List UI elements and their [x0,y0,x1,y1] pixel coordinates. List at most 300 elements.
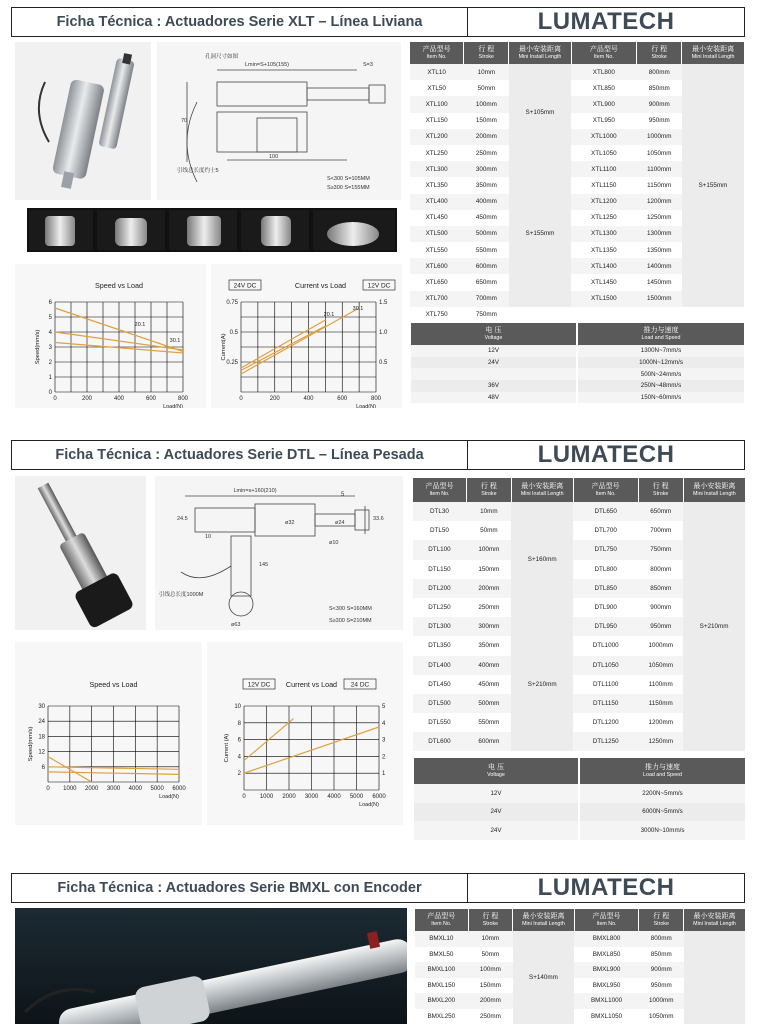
dtl-dim-63: ø63 [231,622,241,628]
spec-cell: 650mm [464,274,509,290]
spec-cell: 1450mm [637,274,682,290]
spec-cell: 200mm [466,579,511,598]
chart-title: Speed vs Load [89,680,138,689]
spec-cell: 600mm [464,258,509,274]
data-annotation: 30.1 [352,306,364,312]
spec-cell: 950mm [638,617,683,636]
y-tick-label: 12 [38,749,45,756]
spec-cell: 550mm [464,242,509,258]
x-tick-label: 2000 [282,794,296,800]
spec-header-cell: 最小安装距离 Mini Install Length [511,478,573,502]
xlt-technical-drawing [157,42,401,200]
spec-cell: 350mm [466,636,511,655]
xlt-speed-vs-load-chart [15,264,206,408]
spec-cell: BMXL250 [415,1009,469,1024]
y2-tick-label: 5 [382,704,386,710]
spec-cell: BMXL800 [574,931,639,947]
dtl-dim-10: 10 [205,534,212,540]
xlt-dim-top: Lmin=S+105(155) [244,62,290,68]
spec-header-cell: 最小安装距离 Mini Install Length [684,909,745,931]
series-line [241,308,359,374]
chart-title: Current vs Load [285,680,338,689]
chart-title: Speed vs Load [95,281,143,290]
x-tick-label: 1000 [63,786,77,792]
spec-cell: S+155mm [682,64,744,307]
spec-cell: 10mm [468,931,513,947]
spec-header-cell: 最小安装距离 Mini Install Length [682,42,744,64]
y2-tick-label: 1.0 [379,330,388,336]
spec-cell: 100mm [466,540,511,559]
spec-cell: DTL350 [413,636,467,655]
spec-cell: XTL1000 [571,129,637,145]
spec-header-cell: 产品型号 Item No. [410,42,464,64]
voltage-header-cell: 推力与速度 Load and Speed [579,758,745,784]
spec-header-cell: 产品型号 Item No. [413,478,467,502]
spec-cell: XTL700 [410,291,464,307]
x-tick-label: 1000 [259,794,274,800]
spec-cell: DTL850 [573,579,638,598]
spec-cell: 800mm [639,931,684,947]
spec-cell: 1400mm [637,258,682,274]
y-tick-label: 18 [38,734,45,741]
spec-cell: 10mm [466,502,511,521]
spec-header-cell: 行 程 Stroke [464,42,509,64]
spec-cell: XTL1350 [571,242,637,258]
spec-cell: XTL900 [571,96,637,112]
spec-cell: DTL800 [573,560,638,579]
voltage-cell: 24V [413,803,579,822]
xlt-speed-chart-panel [15,264,206,408]
spec-cell [684,931,745,1024]
table-row [413,502,746,521]
y-tick-label: 10 [234,704,241,710]
table-row [410,368,744,380]
spec-cell: DTL30 [413,502,467,521]
spec-cell: DTL1200 [573,713,638,732]
spec-cell: 700mm [464,291,509,307]
x-tick-label: 800 [370,396,382,402]
xlt-hole-label: 孔洞尺寸如图 [205,54,239,60]
y-tick-label: 6 [237,737,241,744]
dtl-note-2: S≥300 S=210MM [329,618,372,624]
spec-header-cell: 行 程 Stroke [638,478,683,502]
spec-cell: S+155mm [509,161,571,307]
spec-cell: XTL1250 [571,210,637,226]
y-tick-label: 30 [38,704,45,710]
spec-cell: XTL850 [571,80,637,96]
spec-cell: 1050mm [637,145,682,161]
voltage-cell [410,368,577,380]
spec-cell: XTL550 [410,242,464,258]
spec-cell: BMXL1050 [574,1009,639,1024]
x-tick-label: 0 [242,794,246,800]
bmxl-product-photo [15,908,407,1024]
spec-cell: XTL50 [410,80,464,96]
voltage-cell: 500N~24mm/s [577,368,744,380]
y-tick-label: 5 [48,315,52,321]
spec-cell [509,307,571,323]
spec-header-cell: 最小安装距离 Mini Install Length [683,478,745,502]
x-axis-label: Load(N) [359,802,379,808]
x-tick-label: 0 [46,786,50,792]
spec-cell: 350mm [464,177,509,193]
voltage-header-cell: 电 压 Voltage [413,758,579,784]
dtl-dim-phi32: ø32 [285,520,295,526]
spec-cell: S+210mm [511,617,573,751]
table-row [410,357,744,369]
spec-cell: 950mm [639,978,684,994]
spec-cell: 1050mm [638,656,683,675]
table-row [415,931,746,947]
spec-cell: S+140mm [513,931,574,1024]
spec-cell [637,307,682,323]
spec-cell: DTL500 [413,694,467,713]
xlt-cable-note: 引线总长度约士5 [177,168,219,174]
spec-cell: 1200mm [637,194,682,210]
spec-cell: 400mm [466,656,511,675]
spec-cell: XTL950 [571,113,637,129]
spec-cell: DTL1250 [573,732,638,751]
dtl-dim-side: 33.6 [373,516,384,522]
spec-header-cell: 产品型号 Item No. [574,909,639,931]
y-tick-label: 0.25 [226,360,238,366]
voltage-cell: 2200N~5mm/s [579,784,745,803]
x-tick-label: 3000 [304,794,319,800]
spec-cell: 50mm [466,521,511,540]
spec-cell: DTL150 [413,560,467,579]
spec-cell: XTL1150 [571,177,637,193]
table-row [410,392,744,404]
spec-cell: XTL400 [410,194,464,210]
spec-cell: 200mm [468,993,513,1009]
voltage-header-cell: 电 压 Voltage [410,323,577,345]
spec-cell: 250mm [468,1009,513,1024]
spec-cell: 1100mm [637,161,682,177]
x-tick-label: 400 [113,396,125,402]
spec-cell: BMXL10 [415,931,469,947]
voltage-cell: 1000N~12mm/s [577,357,744,369]
spec-cell: XTL10 [410,64,464,80]
spec-cell: 100mm [464,96,509,112]
spec-cell: XTL1500 [571,291,637,307]
spec-cell: DTL1050 [573,656,638,675]
spec-cell: XTL100 [410,96,464,112]
x-tick-label: 2000 [84,786,99,792]
spec-cell: DTL300 [413,617,467,636]
y-axis-label: Current (A) [224,733,230,763]
spec-cell: XTL1300 [571,226,637,242]
dtl-technical-drawing [155,476,403,630]
spec-cell: 50mm [464,80,509,96]
y-tick-label: 6 [41,764,45,771]
table-row [410,380,744,392]
voltage-cell: 36V [410,380,577,392]
spec-cell: 500mm [464,226,509,242]
spec-cell: DTL450 [413,675,467,694]
xlt-dim-side: 70 [181,118,188,124]
y-tick-label: 6 [48,300,52,306]
dtl-title: Ficha Técnica : Actuadores Serie DTL – Línea Pesada [12,441,468,469]
dtl-current-vs-load-chart [207,642,403,825]
voltage-badge-label: 24V DC [233,282,257,290]
x-tick-label: 4000 [128,786,143,792]
spec-cell: 750mm [464,307,509,323]
spec-cell: 800mm [638,560,683,579]
spec-cell: 950mm [637,113,682,129]
spec-cell: 250mm [464,145,509,161]
spec-cell: DTL200 [413,579,467,598]
x-tick-label: 0 [53,396,57,402]
spec-cell: DTL50 [413,521,467,540]
table-row [410,307,745,323]
spec-cell: DTL900 [573,598,638,617]
dtl-spec-table [412,478,745,751]
spec-cell: XTL350 [410,177,464,193]
spec-cell: 500mm [466,694,511,713]
spec-cell: 1150mm [637,177,682,193]
spec-cell: 650mm [638,502,683,521]
spec-cell: XTL1400 [571,258,637,274]
spec-cell: 150mm [464,113,509,129]
spec-cell: BMXL950 [574,978,639,994]
spec-header-cell: 产品型号 Item No. [415,909,469,931]
spec-cell: XTL300 [410,161,464,177]
spec-cell: DTL950 [573,617,638,636]
spec-cell: 600mm [466,732,511,751]
spec-cell: DTL250 [413,598,467,617]
xlt-dim-100: 100 [269,154,279,160]
y-tick-label: 2 [48,360,52,366]
spec-cell: XTL250 [410,145,464,161]
spec-cell: BMXL150 [415,978,469,994]
dtl-voltage-table [412,758,745,840]
spec-cell: DTL1000 [573,636,638,655]
spec-cell: 900mm [639,962,684,978]
spec-cell [682,307,744,323]
table-row [413,803,745,822]
xlt-voltage-table [409,323,744,403]
spec-cell: 900mm [638,598,683,617]
spec-cell: 100mm [468,962,513,978]
spec-cell: DTL1150 [573,694,638,713]
voltage-badge-label: 24 DC [350,681,370,689]
spec-cell: XTL1050 [571,145,637,161]
y-tick-label: 4 [48,330,52,336]
brand-logo: LUMATECH [537,441,675,468]
spec-cell: 1150mm [638,694,683,713]
spec-header-cell: 行 程 Stroke [639,909,684,931]
dtl-dim-phi10: ø10 [329,540,339,546]
spec-cell: XTL500 [410,226,464,242]
spec-cell: 1500mm [637,291,682,307]
voltage-cell: 250N~48mm/s [577,380,744,392]
xlt-product-photo [15,42,151,200]
spec-cell: DTL550 [413,713,467,732]
y-tick-label: 8 [237,720,241,727]
spec-cell: 300mm [466,617,511,636]
x-tick-label: 400 [303,396,314,402]
table-row [413,784,745,803]
y-tick-label: 0.75 [226,300,238,306]
voltage-cell: 24V [413,821,579,840]
spec-cell: 1000mm [638,636,683,655]
x-tick-label: 3000 [106,786,121,792]
x-tick-label: 200 [81,396,93,402]
spec-cell: 150mm [466,560,511,579]
spec-cell: 250mm [466,598,511,617]
voltage-badge-label: 12V DC [247,681,271,689]
spec-cell: BMXL900 [574,962,639,978]
spec-cell: 800mm [637,64,682,80]
table-row [410,345,744,357]
spec-cell: 150mm [468,978,513,994]
y-tick-label: 4 [237,754,241,761]
spec-cell: BMXL200 [415,993,469,1009]
spec-cell: 1100mm [638,675,683,694]
x-axis-label: Load(N) [163,404,183,408]
dtl-cable-note: 引线总长度1000M [159,592,204,598]
spec-cell: 750mm [638,540,683,559]
spec-cell: 1250mm [638,732,683,751]
xlt-header [11,7,745,37]
xlt-title: Ficha Técnica : Actuadores Serie XLT – Línea Liviana [12,8,468,36]
spec-cell [571,307,637,323]
spec-cell: BMXL1000 [574,993,639,1009]
voltage-cell: 48V [410,392,577,404]
spec-cell: 450mm [464,210,509,226]
chart-title: Current vs Load [294,281,347,290]
voltage-badge-label: 12V DC [367,282,391,290]
spec-cell: S+160mm [511,502,573,617]
spec-cell: 1000mm [639,993,684,1009]
spec-cell: 1000mm [637,129,682,145]
y2-tick-label: 1.5 [379,300,388,306]
spec-cell: 1350mm [637,242,682,258]
spec-cell: XTL650 [410,274,464,290]
spec-header-cell: 行 程 Stroke [637,42,682,64]
spec-header-cell: 行 程 Stroke [466,478,511,502]
x-tick-label: 6000 [172,786,186,792]
dtl-header [11,440,745,470]
spec-cell: DTL600 [413,732,467,751]
spec-cell: 50mm [468,947,513,963]
data-annotation: 20.1 [323,312,335,318]
brand-logo: LUMATECH [537,874,675,901]
voltage-cell: 6000N~5mm/s [579,803,745,822]
spec-cell: 450mm [466,675,511,694]
spec-cell: DTL1100 [573,675,638,694]
spec-cell: 1050mm [639,1009,684,1024]
y-axis-label: Speed(mm/s) [35,329,41,365]
x-axis-label: Load(N) [159,794,179,800]
spec-cell: BMXL100 [415,962,469,978]
spec-cell: XTL200 [410,129,464,145]
table-row [410,64,745,80]
spec-cell: 550mm [466,713,511,732]
spec-cell: 300mm [464,161,509,177]
x-tick-label: 600 [145,396,157,402]
voltage-cell: 24V [410,357,577,369]
xlt-note-2: S≥300 S=155MM [327,185,370,191]
spec-cell: DTL650 [573,502,638,521]
spec-cell: DTL700 [573,521,638,540]
x-tick-label: 200 [269,396,280,402]
dtl-dim-24: 24.5 [177,516,188,522]
y-axis-label: Current(A) [221,333,227,361]
y-axis-label: Speed(mm/s) [28,726,34,762]
spec-cell: XTL800 [571,64,637,80]
spec-cell: S+210mm [683,502,745,751]
spec-cell: DTL400 [413,656,467,675]
x-tick-label: 5000 [150,786,164,792]
spec-header-cell: 最小安装距离 Mini Install Length [509,42,571,64]
data-annotation: 30.1 [169,338,181,344]
spec-cell: 700mm [638,521,683,540]
dtl-speed-vs-load-chart [15,642,202,825]
spec-header-cell: 最小安装距离 Mini Install Length [513,909,574,931]
spec-cell: 1200mm [638,713,683,732]
dtl-current-chart-panel [207,642,403,825]
dtl-dim-phi24: ø24 [335,520,345,526]
spec-header-cell: 产品型号 Item No. [571,42,637,64]
x-tick-label: 0 [239,396,243,402]
dtl-dim-145: 145 [259,562,269,568]
spec-cell: XTL1200 [571,194,637,210]
dtl-product-photo [15,476,146,630]
voltage-cell: 12V [413,784,579,803]
data-annotation: 20.1 [134,322,146,328]
xlt-dim-stroke: S=3 [363,62,373,68]
spec-cell: 850mm [637,80,682,96]
x-tick-label: 800 [177,396,189,402]
dtl-dim-5: 5 [341,492,345,498]
spec-cell: 1250mm [637,210,682,226]
spec-cell: 1300mm [637,226,682,242]
spec-cell: XTL1100 [571,161,637,177]
voltage-cell: 1300N~7mm/s [577,345,744,357]
xlt-current-vs-load-chart [211,264,402,408]
xlt-note-1: S<300 S=105MM [327,176,370,182]
x-axis-label: Load(N) [356,404,376,408]
spec-cell: DTL750 [573,540,638,559]
y-tick-label: 2 [237,771,241,778]
voltage-cell: 150N~60mm/s [577,392,744,404]
dtl-note-1: S<300 S=160MM [329,606,372,612]
y-tick-label: 1 [48,375,52,381]
y2-tick-label: 1 [382,771,386,778]
spec-cell: XTL450 [410,210,464,226]
y-tick-label: 24 [38,719,45,726]
y2-tick-label: 3 [382,737,386,744]
voltage-cell: 12V [410,345,577,357]
xlt-current-chart-panel [211,264,402,408]
y-tick-label: 3 [48,345,52,351]
spec-cell: XTL150 [410,113,464,129]
xlt-spec-table [409,42,744,323]
bmxl-header [11,873,745,903]
dtl-speed-chart-panel [15,642,202,825]
spec-header-cell: 行 程 Stroke [468,909,513,931]
y-tick-label: 0 [48,390,52,396]
x-tick-label: 6000 [372,794,386,800]
y2-tick-label: 0.5 [379,360,388,366]
table-row [413,821,745,840]
dtl-dim-top: Lmin=s+160(210) [233,488,277,494]
y2-tick-label: 4 [382,720,386,727]
voltage-cell: 3000N~10mm/s [579,821,745,840]
y2-tick-label: 2 [382,754,386,761]
spec-cell: 400mm [464,194,509,210]
